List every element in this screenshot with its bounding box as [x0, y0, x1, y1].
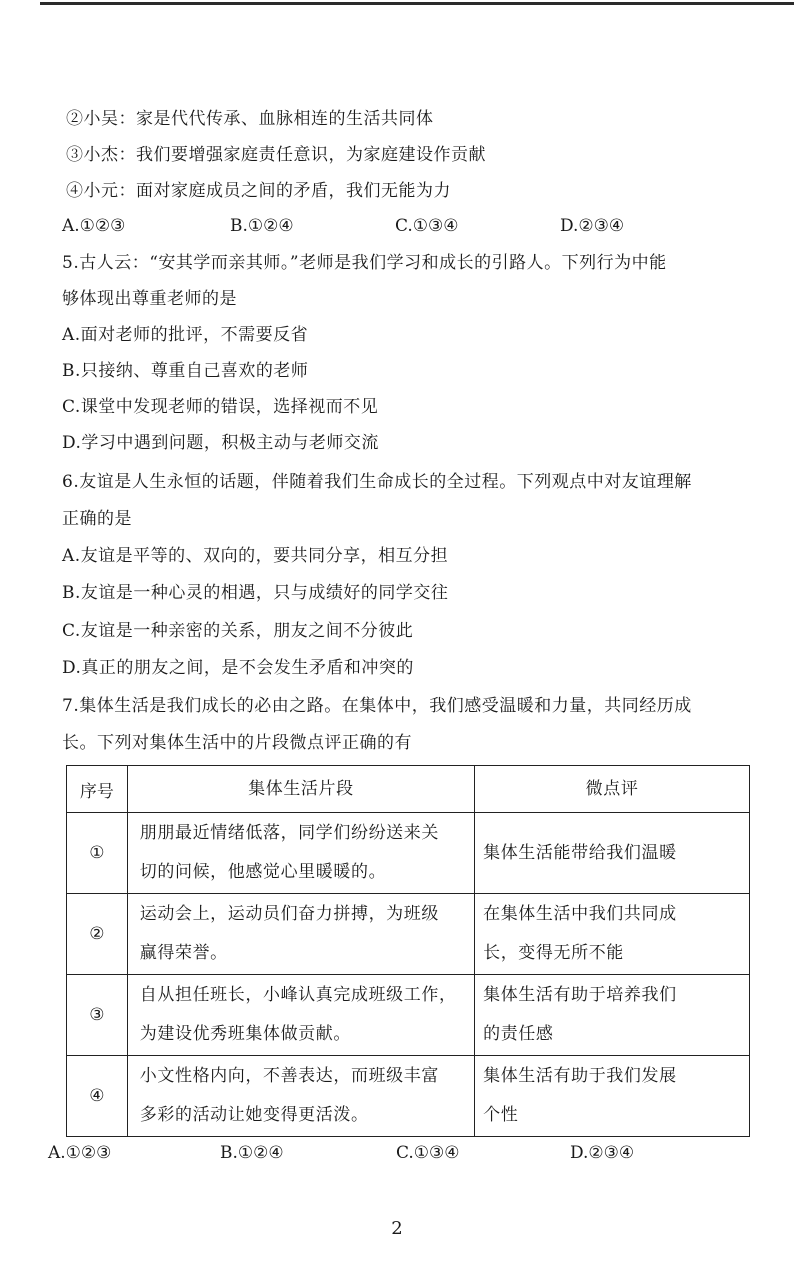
table-row — [67, 894, 750, 975]
row-fragment: 自从担任班长，小峰认真完成班级工作， 为建设优秀班集体做贡献。 — [127, 975, 474, 1056]
table-row — [67, 813, 750, 894]
header-fragment: 集体生活片段 — [127, 766, 474, 813]
row-number: ③ — [67, 975, 128, 1056]
q6-option-c: C.友谊是一种亲密的关系，朋友之间不分彼此 — [62, 621, 414, 641]
header-number: 序号 — [67, 766, 128, 813]
q4-option-a: A.①②③ — [62, 216, 126, 236]
q7-stem-line2: 长。下列对集体生活中的片段微点评正确的有 — [62, 733, 412, 753]
q6-option-b: B.友谊是一种心灵的相遇，只与成绩好的同学交往 — [62, 583, 449, 603]
q7-option-b: B.①②④ — [220, 1143, 284, 1163]
top-border-line — [40, 2, 794, 5]
q5-option-b: B.只接纳、尊重自己喜欢的老师 — [62, 361, 309, 381]
q5-option-c: C.课堂中发现老师的错误，选择视而不见 — [62, 397, 379, 417]
q7-option-c: C.①③④ — [396, 1143, 460, 1163]
row-comment: 集体生活有助于我们发展 个性 — [475, 1056, 750, 1137]
q4-option-c: C.①③④ — [395, 216, 459, 236]
q7-option-a: A.①②③ — [48, 1143, 112, 1163]
row-comment: 集体生活有助于培养我们 的责任感 — [475, 975, 750, 1056]
q5-option-d: D.学习中遇到问题，积极主动与老师交流 — [62, 433, 379, 453]
q6-option-d: D.真正的朋友之间，是不会发生矛盾和冲突的 — [62, 658, 414, 678]
row-fragment: 小文性格内向，不善表达，而班级丰富 多彩的活动让她变得更活泼。 — [127, 1056, 474, 1137]
row-fragment: 朋朋最近情绪低落，同学们纷纷送来关 切的问候，他感觉心里暖暖的。 — [127, 813, 474, 894]
q5-option-a: A.面对老师的批评，不需要反省 — [62, 325, 309, 345]
q6-stem-line2: 正确的是 — [62, 509, 132, 529]
row-comment: 集体生活能带给我们温暖 — [475, 813, 750, 894]
q7-option-d: D.②③④ — [570, 1143, 635, 1163]
q7-stem-line1: 7.集体生活是我们成长的必由之路。在集体中，我们感受温暖和力量，共同经历成 — [62, 696, 692, 716]
q5-stem-line2: 够体现出尊重老师的是 — [62, 289, 237, 309]
q4-statement-2: ②小吴：家是代代传承、血脉相连的生活共同体 — [66, 109, 434, 129]
q4-option-d: D.②③④ — [560, 216, 625, 236]
row-number: ① — [67, 813, 128, 894]
row-number: ② — [67, 894, 128, 975]
row-comment: 在集体生活中我们共同成 长，变得无所不能 — [475, 894, 750, 975]
q5-stem-line1: 5.古人云：“安其学而亲其师。”老师是我们学习和成长的引路人。下列行为中能 — [62, 253, 667, 273]
table-row — [67, 975, 750, 1056]
table-header-row — [67, 766, 750, 813]
q4-statement-3: ③小杰：我们要增强家庭责任意识，为家庭建设作贡献 — [66, 145, 486, 165]
table-row — [67, 1056, 750, 1137]
q6-option-a: A.友谊是平等的、双向的，要共同分享，相互分担 — [62, 546, 449, 566]
q4-statement-4: ④小元：面对家庭成员之间的矛盾，我们无能为力 — [66, 181, 451, 201]
q7-table — [66, 765, 750, 1137]
page-number: 2 — [391, 1218, 403, 1239]
q6-stem-line1: 6.友谊是人生永恒的话题，伴随着我们生命成长的全过程。下列观点中对友谊理解 — [62, 472, 692, 492]
row-number: ④ — [67, 1056, 128, 1137]
row-fragment: 运动会上，运动员们奋力拼搏，为班级 赢得荣誉。 — [127, 894, 474, 975]
q4-option-b: B.①②④ — [230, 216, 294, 236]
header-comment: 微点评 — [475, 766, 750, 813]
